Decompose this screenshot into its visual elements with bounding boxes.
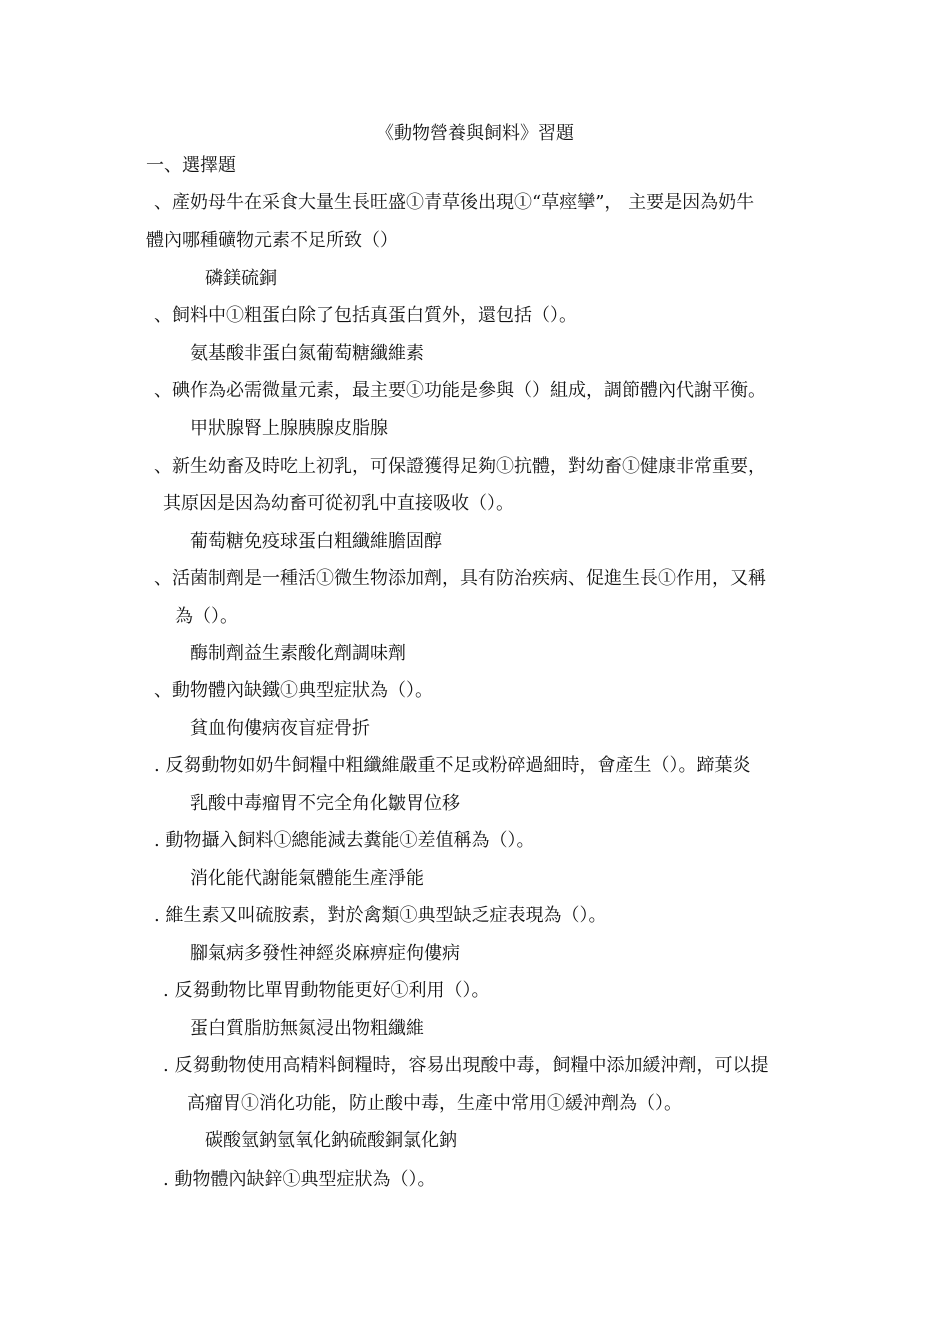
question-2-options: 氨基酸非蛋白氮葡萄糖纖維素 [190, 343, 424, 364]
document-title: 《動物營養與飼料》習題 [376, 123, 574, 144]
question-8-options: 消化能代謝能氣體能生產淨能 [190, 868, 424, 889]
question-1-options: 磷鎂硫銅 [205, 268, 277, 289]
question-7-options: 乳酸中毒瘤胃不完全角化皺胃位移 [190, 793, 460, 814]
question-5-stem-line-1: 、活菌制劑是一種活①微生物添加劑，具有防治疾病、促進生長①作用，又稱 [154, 568, 766, 589]
question-10-options: 蛋白質脂肪無氮浸出物粗纖維 [190, 1018, 424, 1039]
question-2-stem-line-1: 、飼料中①粗蛋白除了包括真蛋白質外，還包括（）。 [154, 305, 577, 326]
question-12-stem-line-1: . 動物體內缺鋅①典型症狀為（）。 [163, 1169, 436, 1190]
question-1-stem-line-1: 、產奶母牛在采食大量生長旺盛①青草後出現①“草痙攣”， 主要是因為奶牛 [154, 192, 755, 213]
question-9-stem-line-1: . 維生素又叫硫胺素，對於禽類①典型缺乏症表現為（）。 [154, 905, 607, 926]
question-5-options: 酶制劑益生素酸化劑調味劑 [190, 643, 406, 664]
question-4-options: 葡萄糖免疫球蛋白粗纖維膽固醇 [190, 531, 442, 552]
question-11-options: 碳酸氫鈉氫氧化鈉硫酸銅氯化鈉 [205, 1130, 457, 1151]
question-8-stem-line-1: . 動物攝入飼料①總能減去糞能①差值稱為（）。 [154, 830, 535, 851]
question-3-stem-line-1: 、碘作為必需微量元素，最主要①功能是參與（）組成，調節體內代謝平衡。 [154, 380, 766, 401]
question-3-options: 甲狀腺腎上腺胰腺皮脂腺 [190, 418, 388, 439]
question-10-stem-line-1: . 反芻動物比單胃動物能更好①利用（）。 [163, 980, 490, 1001]
question-7-stem-line-1: . 反芻動物如奶牛飼糧中粗纖維嚴重不足或粉碎過細時，會產生（）。蹄葉炎 [154, 755, 751, 776]
question-6-options: 貧血佝僂病夜盲症骨折 [190, 718, 370, 739]
question-6-stem-line-1: 、動物體內缺鐵①典型症狀為（）。 [154, 680, 433, 701]
question-4-stem-line-1: 、新生幼畜及時吃上初乳，可保證獲得足夠①抗體，對幼畜①健康非常重要， [154, 456, 766, 477]
question-4-stem-line-2: 其原因是因為幼畜可從初乳中直接吸收（）。 [163, 493, 514, 514]
section-heading: 一、選擇題 [146, 155, 236, 176]
question-11-stem-line-2: 高瘤胃①消化功能，防止酸中毒，生產中常用①緩沖劑為（）。 [187, 1093, 682, 1114]
question-11-stem-line-1: . 反芻動物使用高精料飼糧時，容易出現酸中毒，飼糧中添加緩沖劑，可以提 [163, 1055, 769, 1076]
question-1-stem-line-2: 體內哪種礦物元素不足所致（） [146, 230, 398, 251]
question-9-options: 腳氣病多發性神經炎麻痹症佝僂病 [190, 943, 460, 964]
question-5-stem-line-2: 為（）。 [175, 606, 238, 627]
